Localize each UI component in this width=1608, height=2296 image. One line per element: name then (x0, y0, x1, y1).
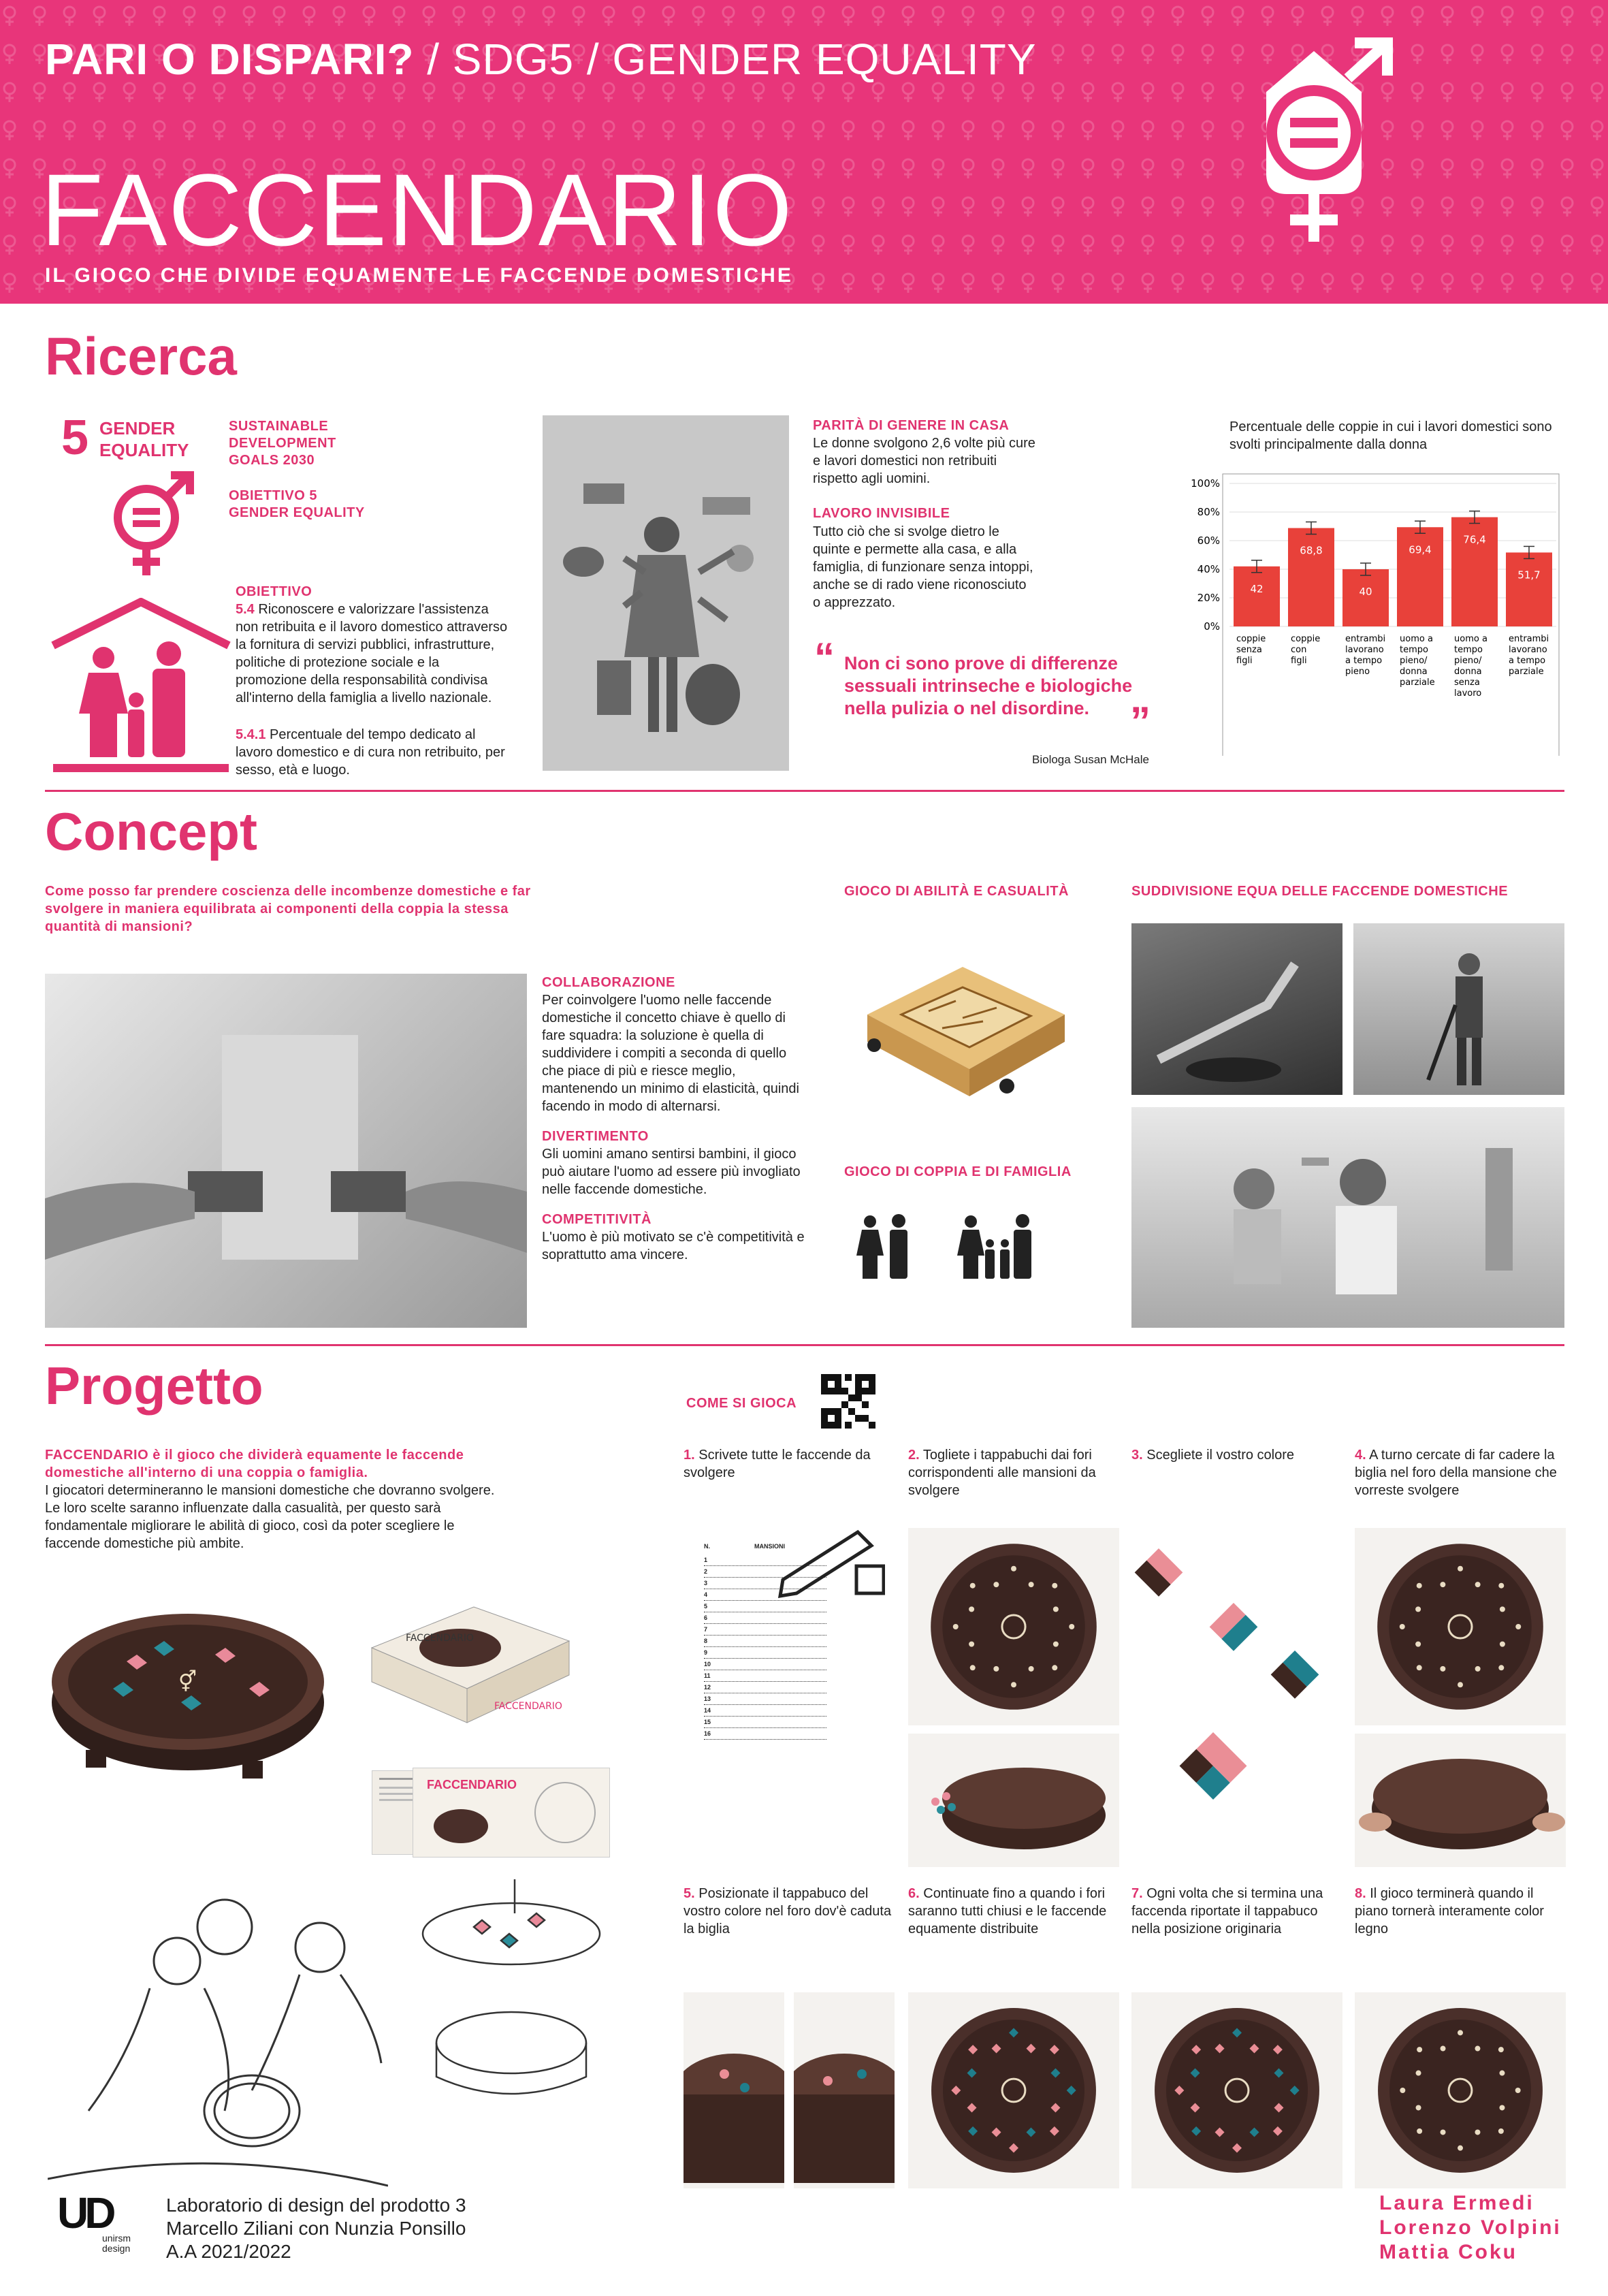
step-2-text: 2. Togliete i tappabuchi dai fori corrispondenti alle mansioni da svolgere (908, 1448, 1096, 1498)
color-pieces-icon (1131, 1528, 1342, 1868)
chart-bar (1234, 567, 1280, 626)
game-box-icon (365, 1593, 576, 1729)
quote-close-icon: ” (1130, 699, 1151, 744)
lavoro-invisibile-heading: LAVORO INVISIBILE (813, 506, 950, 521)
mansioni-list: N. MANSIONI 1 2 3 4 5 6 7 8 9 10 11 12 13 14 15 16 (686, 1529, 829, 1761)
svg-text:⚥: ⚥ (178, 1670, 197, 1694)
lavoro-invisibile-text: Tutto ciò che si svolge dietro le quinte e permette alla casa, e alla famiglia, di funzionare senza intoppi, anche se di rado viene riconosciuto o apprezzato. (813, 524, 1033, 610)
game-box-render (365, 1593, 576, 1729)
chart-ytick-label: 100% (1191, 477, 1220, 490)
project-name: FACCENDARIO (41, 153, 794, 267)
competitivita-heading: COMPETITIVITÀ (542, 1212, 652, 1227)
woman-with-household-objects-icon (543, 415, 789, 771)
svg-text:FACCENDARIO: FACCENDARIO (494, 1701, 562, 1712)
man-relaxing-photo (1131, 923, 1342, 1095)
step-3-colors (1131, 1528, 1342, 1868)
mansioni-list-row: 2 (704, 1568, 826, 1578)
chart-ytick-label: 0% (1204, 620, 1220, 633)
obiettivo5-label: OBIETTIVO 5 GENDER EQUALITY (229, 488, 365, 520)
section-title-ricerca: Ricerca (45, 326, 237, 386)
collaborazione-heading: COLLABORAZIONE (542, 975, 675, 990)
quote-text: Non ci sono prove di differenze sessuali intrinseche e biologiche nella pulizia o nel disordine. (844, 653, 1133, 718)
family-home-icon (49, 598, 233, 774)
course-info: Laboratorio di design del prodotto 3 Marcello Ziliani con Nunzia Ponsillo A.A 2021/2022 (166, 2195, 466, 2262)
step-4-board-tilt-photo (1355, 1734, 1566, 1867)
header-title: PARI O DISPARI? / SDG5 / GENDER EQUALITY (45, 35, 1037, 84)
suddivisione-heading: SUDDIVISIONE EQUA DELLE FACCENDE DOMESTICHE (1131, 884, 1509, 899)
board-pieces-icon (684, 1992, 784, 2188)
chart-category-label: entrambi lavorano a tempo pieno (1345, 634, 1386, 677)
mansioni-list-row: 11 (704, 1672, 826, 1682)
step-2-board-photo (908, 1528, 1119, 1725)
mansioni-list-row: 12 (704, 1684, 826, 1693)
competitivita-text: L'uomo è più motivato se c'è competitività e soprattutto ama vincere. (542, 1230, 805, 1262)
instructions-booklet: FACCENDARIO (413, 1768, 610, 1857)
header-banner (0, 0, 1608, 304)
mother-daughter-high-five-icon (1131, 1107, 1564, 1328)
step-5-photo-a (684, 1992, 784, 2188)
qr-code-icon[interactable] (821, 1374, 875, 1429)
mansioni-list-row: 4 (704, 1591, 826, 1601)
board-empty-icon (1355, 1992, 1566, 2188)
coppia-heading: GIOCO DI COPPIA E DI FAMIGLIA (844, 1164, 1072, 1179)
wooden-labyrinth-photo (854, 953, 1072, 1123)
section-title-progetto: Progetto (45, 1356, 263, 1416)
mansioni-list-row: 15 (704, 1719, 826, 1728)
man-vacuuming-photo (1353, 923, 1564, 1095)
step-5-photo-b (794, 1992, 895, 2188)
chart-bar (1342, 569, 1389, 626)
svg-text:FACCENDARIO: FACCENDARIO (406, 1633, 474, 1644)
concept-question: Come posso far prendere coscienza delle incombenze domestiche e far svolgere in maniera equilibrata ai componenti della coppia la stessa quantità di mansioni? (45, 884, 531, 934)
collaborazione-text: Per coinvolgere l'uomo nelle faccende domestiche il concetto chiave è quello di fare squadra: la soluzione è quella di suddividere i compiti a seconda di quello che piace di più e riesce meglio, mantenendo un minimo di elasticità, quindi facendo in modo di alternarsi. (542, 993, 799, 1114)
mansioni-list-row: 9 (704, 1649, 826, 1659)
chart-category-label: uomo a tempo pieno/ donna senza lavoro (1454, 634, 1488, 699)
step-8-board-photo (1355, 1992, 1566, 2188)
chart-category-label: coppie senza figli (1236, 634, 1266, 666)
mansioni-list-row: 16 (704, 1730, 826, 1740)
come-si-gioca-heading: COME SI GIOCA (686, 1396, 797, 1411)
gender-equality-logo-icon (1232, 37, 1396, 255)
parita-text: Le donne svolgono 2,6 volte più cure e lavori domestici non retribuiti rispetto agli uomini. (813, 436, 1035, 486)
step-4-text: 4. A turno cercate di far cadere la biglia nel foro della mansione che vorreste svolgere (1355, 1448, 1557, 1498)
divertimento-heading: DIVERTIMENTO (542, 1129, 649, 1144)
mansioni-list-row: 10 (704, 1661, 826, 1670)
step-4-board-photo (1355, 1528, 1566, 1725)
step-3-text: 3. Scegliete il vostro colore (1131, 1448, 1295, 1463)
labyrinth-game-icon (854, 953, 1072, 1123)
step-1-text: 1. Scrivete tutte le faccende da svolgere (684, 1448, 871, 1480)
divertimento-text: Gli uomini amano sentirsi bambini, il gioco può aiutare l'uomo ad essere più invogliato nelle faccende domestiche. (542, 1147, 801, 1197)
mansioni-list-row: 14 (704, 1707, 826, 1717)
man-vacuuming-icon (1353, 923, 1564, 1095)
family-sketch-icon (48, 1886, 388, 2220)
board-pieces-icon (794, 1992, 895, 2188)
step-6-text: 6. Continuate fino a quando i fori saranno tutti chiusi e le faccende equamente distribuite (908, 1886, 1107, 1936)
progetto-intro: FACCENDARIO è il gioco che dividerà equamente le faccende domestiche all'interno di una coppia o famiglia. I giocatori determineranno le mansioni domestiche che dovranno svolgere. Le loro scelte saranno influenzate dalla casualità, per questo sarà fondamentale migliorare le abilità di gioco, così da poter scegliere le faccende domestiche più ambite. (45, 1448, 495, 1551)
man-with-vacuum-icon (1131, 923, 1342, 1095)
multitasking-woman-illustration (543, 415, 789, 771)
unirsm-logo: UD unirsm design (57, 2188, 131, 2254)
round-board-icon (45, 1580, 331, 1784)
section-title-concept: Concept (45, 801, 257, 861)
board-hands-sketch (413, 1879, 610, 2104)
chart-category-label: entrambi lavorano a tempo parziale (1509, 634, 1549, 677)
hands-blocks-photo (45, 974, 527, 1328)
step-6-board-photo (908, 1992, 1119, 2188)
chart-category-label: coppie con figli (1291, 634, 1321, 666)
chart-bar (1506, 552, 1552, 626)
chart-value-label: 69,4 (1409, 543, 1432, 556)
obiettivo-5-4-1: 5.4.1 Percentuale del tempo dedicato al lavoro domestico e di cura non retribuito, per sesso, età e luogo. (236, 727, 505, 778)
divider-progetto (45, 1344, 1564, 1346)
step-7-text: 7. Ogni volta che si termina una faccenda riportate il tappabuco nella posizione originaria (1131, 1886, 1323, 1936)
abilita-heading: GIOCO DI ABILITÀ E CASUALITÀ (844, 884, 1069, 899)
family-playing-sketch (48, 1886, 388, 2220)
chart-value-label: 40 (1359, 586, 1372, 598)
step-5-text: 5. Posizionate il tappabuco del vostro colore nel foro dov'è caduta la biglia (684, 1886, 892, 1936)
board-side-icon (908, 1734, 1119, 1867)
bar-chart (1185, 470, 1573, 756)
step-8-text: 8. Il gioco terminerà quando il piano tornerà interamente color legno (1355, 1886, 1544, 1936)
mansioni-list-row: 8 (704, 1638, 826, 1647)
mansioni-list-row: 13 (704, 1695, 826, 1705)
mansioni-list-row: 7 (704, 1626, 826, 1636)
chart-ytick-label: 80% (1197, 506, 1220, 518)
chart-category-label: uomo a tempo pieno/ donna parziale (1400, 634, 1435, 688)
game-board-render (45, 1580, 331, 1784)
board-top-icon (908, 1528, 1119, 1725)
project-subtitle: IL GIOCO CHE DIVIDE EQUAMENTE LE FACCENDE DOMESTICHE (45, 264, 793, 287)
pencil-writing-icon (776, 1525, 885, 1600)
chart-ytick-label: 40% (1197, 563, 1220, 575)
mansioni-list-row: 6 (704, 1614, 826, 1624)
chart-bar (1288, 528, 1334, 626)
hands-pushing-blocks-icon (45, 974, 527, 1328)
chart-ytick-label: 60% (1197, 535, 1220, 547)
mansioni-list-row: 1 (704, 1557, 826, 1566)
obiettivo-heading: OBIETTIVO (236, 584, 312, 599)
couple-family-icons (855, 1213, 1046, 1281)
board-partial-icon (1131, 1992, 1342, 2188)
quote-open-icon: “ (814, 635, 835, 680)
step-2-board-side-photo (908, 1734, 1119, 1867)
chart-value-label: 76,4 (1463, 533, 1486, 546)
chart-title: Percentuale delle coppie in cui i lavori domestici sono svolti principalmente dalla donna (1229, 419, 1552, 452)
sdg5-badge: 5 GENDER EQUALITY (61, 411, 189, 465)
parita-heading: PARITÀ DI GENERE IN CASA (813, 418, 1010, 433)
board-tilt-icon (1355, 1734, 1566, 1867)
mansioni-list-row: 5 (704, 1603, 826, 1612)
authors: Laura Ermedi Lorenzo Volpini Mattia Coku (1379, 2192, 1562, 2263)
chart-value-label: 42 (1250, 582, 1264, 595)
board-hands-icon (1355, 1528, 1566, 1725)
chart-value-label: 51,7 (1517, 569, 1541, 581)
obiettivo-5-4: 5.4 Riconoscere e valorizzare l'assistenza non retribuita e il lavoro domestico attraverso la fornitura di servizi pubblici, infrastrutture, politiche di protezione sociale e la promozione della responsabilità condivisa all'interno della famiglia a livello nazionale. (236, 602, 508, 705)
board-full-icon (908, 1992, 1119, 2188)
quote-author: Biologa Susan McHale (1032, 753, 1149, 766)
step-7-board-photo (1131, 1992, 1342, 2188)
sdg-goals-label: SUSTAINABLE DEVELOPMENT GOALS 2030 (229, 419, 336, 468)
chart-value-label: 68,8 (1300, 544, 1323, 557)
chart-ytick-label: 20% (1197, 592, 1220, 604)
board-sketch-icon (413, 1879, 610, 2104)
divider-concept (45, 790, 1564, 792)
family-high-five-photo (1131, 1107, 1564, 1328)
mansioni-list-row: 3 (704, 1580, 826, 1589)
chart-bar (1397, 527, 1443, 626)
gender-equality-icon (106, 470, 194, 579)
